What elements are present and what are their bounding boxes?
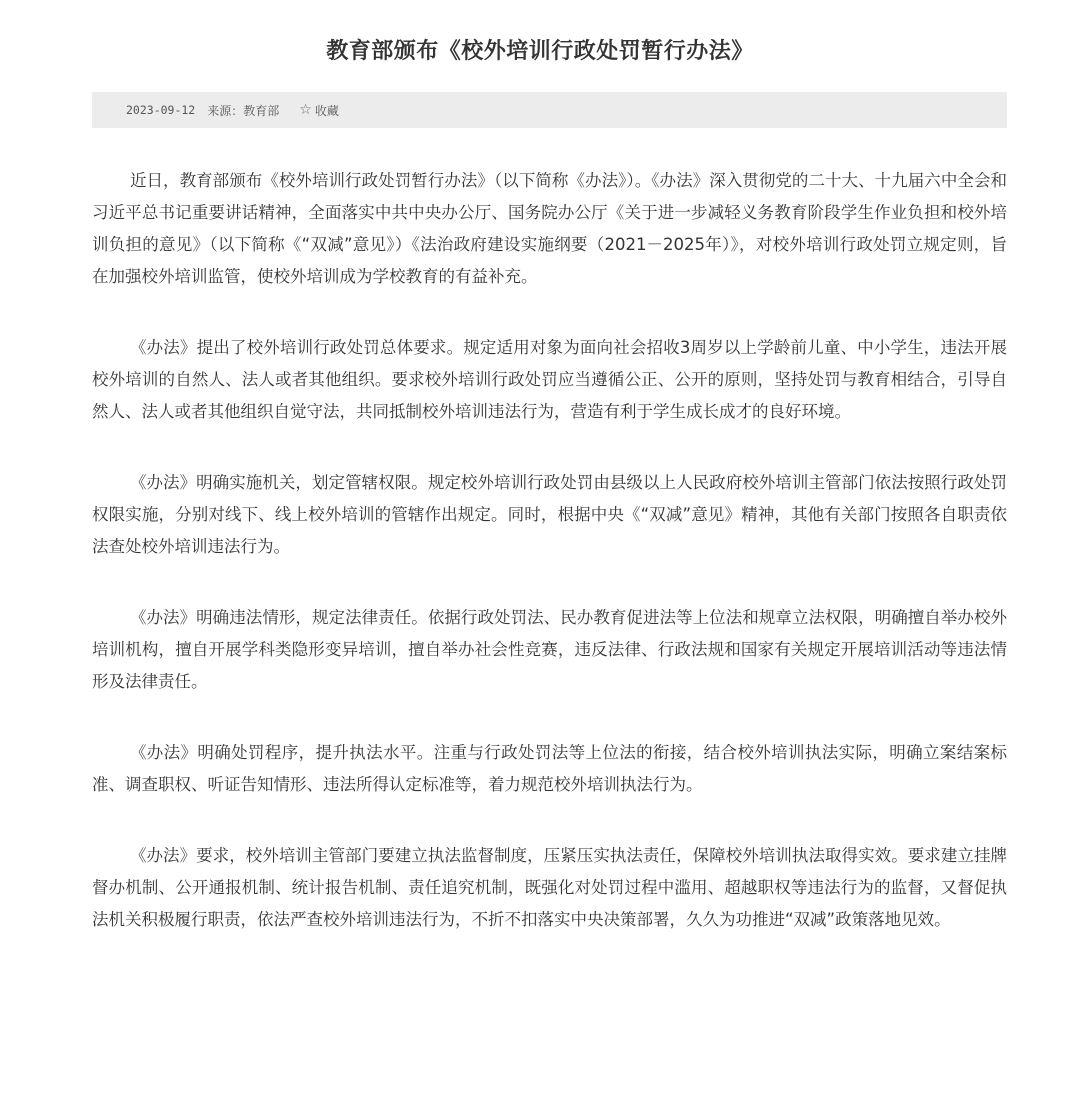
star-outline-icon: ☆ [299, 102, 312, 118]
article-paragraph: 《办法》提出了校外培训行政处罚总体要求。规定适用对象为面向社会招收3周岁以上学龄前儿童、中小学生，违法开展校外培训的自然人、法人或者其他组织。要求校外培训行政处罚应当遵循公正、公开的原则，坚持处罚与教育相结合，引导自然人、法人或者其他组织自觉守法，共同抵制校外培训违法行为，营造有利于学生成长成才的良好环境。 [92, 338, 1007, 421]
favorite-button[interactable] [299, 102, 339, 119]
article-paragraph: 《办法》明确违法情形，规定法律责任。依据行政处罚法、民办教育促进法等上位法和规章立法权限，明确擅自举办校外培训机构，擅自开展学科类隐形变异培训，擅自举办社会性竞赛，违反法律、行政法规和国家有关规定开展培训活动等违法情形及法律责任。 [92, 608, 1007, 691]
source-label: 来源： [207, 103, 244, 118]
article-paragraph: 《办法》要求，校外培训主管部门要建立执法监督制度，压紧压实执法责任，保障校外培训执法取得实效。要求建立挂牌督办机制、公开通报机制、统计报告机制、责任追究机制，既强化对处罚过程中滥用、超越职权等违法行为的监督，又督促执法机关积极履行职责，依法严查校外培训违法行为，不折不扣落实中央决策部署，久久为功推进“双减”政策落地见效。 [92, 846, 1007, 929]
article-meta-bar [92, 92, 1007, 128]
favorite-label: 收藏 [314, 103, 339, 118]
source-value: 教育部 [243, 103, 280, 118]
article-paragraph: 《办法》明确处罚程序，提升执法水平。注重与行政处罚法等上位法的衔接，结合校外培训执法实际，明确立案结案标准、调查职权、听证告知情形、违法所得认定标准等，着力规范校外培训执法行为。 [92, 743, 1007, 794]
publish-date: 2023-09-12 [126, 103, 196, 117]
article-paragraph: 近日，教育部颁布《校外培训行政处罚暂行办法》（以下简称《办法》）。《办法》深入贯彻党的二十大、十九届六中全会和习近平总书记重要讲话精神，全面落实中共中央办公厅、国务院办公厅《关于进一步减轻义务教育阶段学生作业负担和校外培训负担的意见》（以下简称《“双减”意见》）《法治政府建设实施纲要（2021－2025年）》，对校外培训行政处罚立规定则，旨在加强校外培训监管，使校外培训成为学校教育的有益补充。 [92, 171, 1007, 286]
page-title: 教育部颁布《校外培训行政处罚暂行办法》 [326, 39, 754, 64]
article-paragraph: 《办法》明确实施机关，划定管辖权限。规定校外培训行政处罚由县级以上人民政府校外培训主管部门依法按照行政处罚权限实施，分别对线下、线上校外培训的管辖作出规定。同时，根据中央《“双减”意见》精神，其他有关部门按照各自职责依法查处校外培训违法行为。 [92, 473, 1007, 556]
article-body [92, 165, 1007, 975]
